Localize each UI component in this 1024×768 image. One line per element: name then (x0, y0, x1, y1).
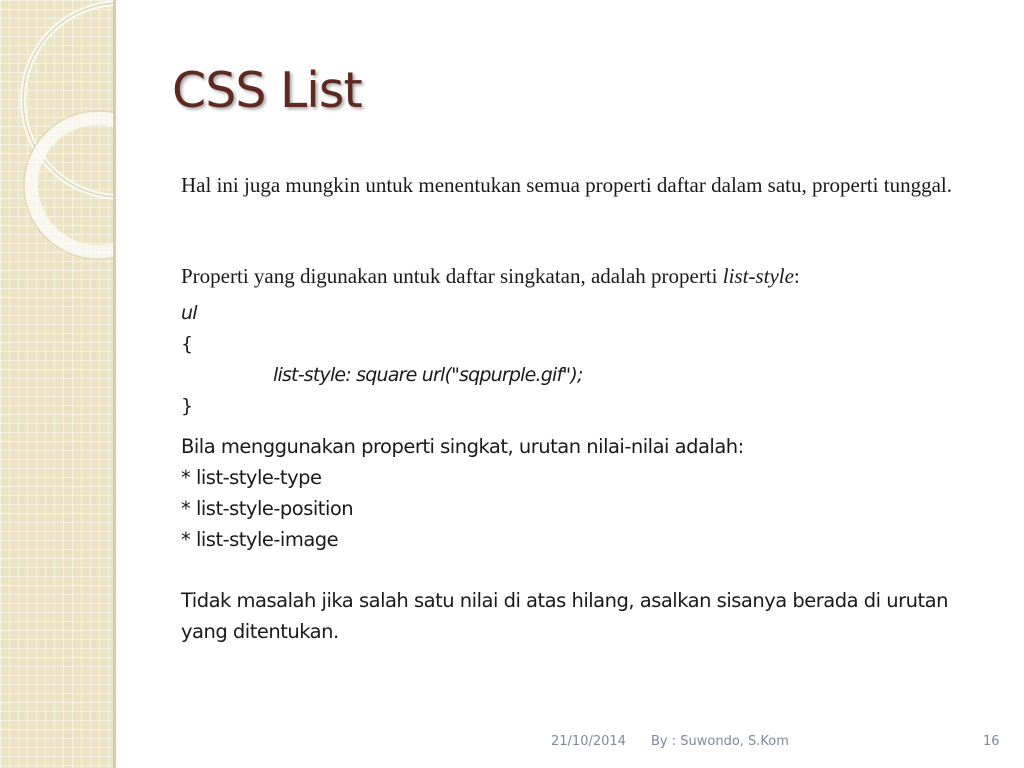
shorthand-paragraph-text: Properti yang digunakan untuk daftar singkatan, adalah properti (181, 264, 723, 288)
list-item: * list-style-type (181, 466, 322, 489)
code-example (181, 298, 583, 422)
value-order-intro: Bila menggunakan properti singkat, urutan nilai-nilai adalah: (181, 435, 744, 458)
page-number: 16 (983, 734, 1000, 749)
decorative-sidebar (0, 0, 113, 768)
decorative-rings-graphic (0, 0, 113, 768)
code-selector: ul (181, 302, 197, 324)
footer-author: By : Suwondo, S.Kom (651, 734, 789, 749)
shorthand-paragraph-colon: : (793, 264, 800, 288)
list-item: * list-style-image (181, 528, 339, 551)
sidebar-edge-line (113, 0, 116, 768)
code-declaration: list-style: square url("sqpurple.gif"); (273, 364, 583, 386)
code-close-brace: } (181, 395, 194, 417)
list-style-term: list-style (722, 264, 794, 288)
intro-paragraph: Hal ini juga mungkin untuk menentukan semua properti daftar dalam satu, properti tunggal. (181, 173, 952, 197)
list-item: * list-style-position (181, 497, 354, 520)
slide-title: CSS List (172, 62, 362, 119)
shorthand-paragraph (181, 261, 971, 292)
footer-date: 21/10/2014 (551, 734, 626, 749)
closing-note: Tidak masalah jika salah satu nilai di atas hilang, asalkan sisanya berada di urutan yang ditentukan. (181, 589, 948, 643)
value-order-block (181, 431, 981, 555)
code-open-brace: { (181, 333, 194, 355)
